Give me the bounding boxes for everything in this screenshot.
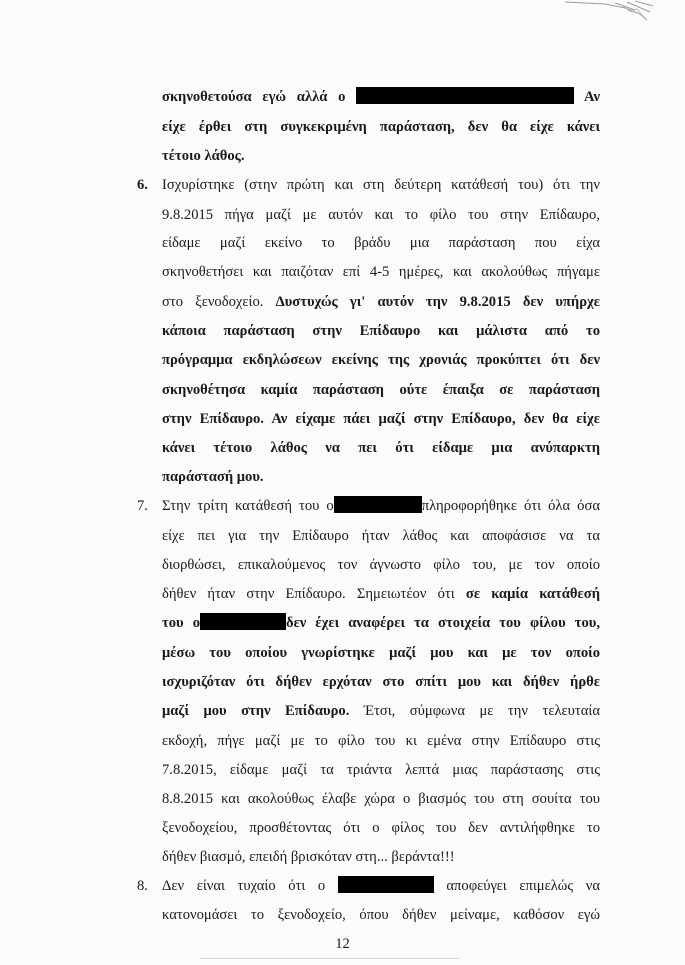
text-line: Στην τρίτη κατάθεσή του ο πληροφορήθηκε ότι όλα όσα [162,498,600,514]
text-line: 9.8.2015 πήγα μαζί με αυτόν και το φίλο του στην Επίδαυρο, [162,207,600,223]
text-line: είδαμε μαζί εκείνο το βράδυ μια παράσταση που είχα [162,235,600,251]
redaction-box [356,87,574,104]
redaction-box [334,496,422,513]
text-line: ξενοδοχείου, προσθέτοντας ότι ο φίλος του δεν αντιλήφθηκε το [162,820,600,836]
list-number: 8. [137,878,148,894]
text-line: δήθεν βιασμό, επειδή βρισκόταν στη... βεράντα!!! [162,849,455,865]
text-line: σκηνοθετήσει και παιζόταν επί 4-5 ημέρες, και ακολούθως πήγαμε [162,264,600,280]
text-line: κάνει τέτοιο λάθος να πει ότι είδαμε μια ανύπαρκτη [162,440,600,456]
text-line: εκδοχή, πήγε μαζί με το φίλο του κι εμένα στην Επίδαυρο στις [162,733,600,749]
text-line: μαζί μου στην Επίδαυρο. Έτσι, σύμφωνα με την τελευταία [162,703,600,719]
text-line: είχε έρθει στη συγκεκριμένη παράσταση, δεν θα είχε κάνει [162,119,600,135]
text-line: 8.8.2015 και ακολούθως έλαβε χώρα ο βιασμός του στη σουίτα του [162,791,600,807]
text-line: παράστασή μου. [162,469,264,485]
text-line: ισχυριζόταν ότι δήθεν ερχόταν στο σπίτι μου και δήθεν ήρθε [162,674,600,690]
redaction-box [338,876,434,893]
text-line: σκηνοθέτησα καμία παράσταση ούτε έπαιξα σε παράσταση [162,382,600,398]
text-line: τέτοιο λάθος. [162,148,245,164]
text-line: Δεν είναι τυχαίο ότι ο αποφεύγει επιμελώς να [162,878,600,894]
text-line: είχε πει για την Επίδαυρο ήταν λάθος και αποφάσισε να τα [162,528,600,544]
page-number: 12 [335,936,350,952]
text-line: στην Επίδαυρο. Αν είχαμε πάει μαζί στην Επίδαυρο, δεν θα είχε [162,411,600,427]
scan-artifact-line [200,958,460,959]
text-line: δήθεν ήταν στην Επίδαυρο. Σημειωτέον ότι σε καμία κατάθεσή [162,586,600,602]
text-line: κάποια παράσταση στην Επίδαυρο και μάλιστα από το [162,323,600,339]
text-line: 7.8.2015, είδαμε μαζί τα τριάντα λεπτά μιας παράστασης στις [162,762,600,778]
text-line: πρόγραμμα εκδηλώσεων εκείνης της χρονιάς προκύπτει ότι δεν [162,352,600,368]
text-line: στο ξενοδοχείο. Δυστυχώς γι' αυτόν την 9.8.2015 δεν υπήρχε [162,294,600,310]
text-line: μέσω του οποίου γνωρίστηκε μαζί μου και με τον οποίο [162,645,600,661]
text-line: σκηνοθετούσα εγώ αλλά ο Αν [162,89,600,105]
text-line: διορθώσει, επικαλούμενος τον άγνωστο φίλο του, με τον οποίο [162,557,600,573]
text-line: του ο δεν έχει αναφέρει τα στοιχεία του φίλου του, [162,615,600,631]
redaction-box [200,613,286,630]
list-number: 6. [137,177,148,193]
text-line: κατονομάσει το ξενοδοχείο, όπου δήθεν μείναμε, καθόσον εγώ [162,907,600,923]
corner-stamp-mark [565,0,655,22]
list-number: 7. [137,498,148,514]
text-line: Ισχυρίστηκε (στην πρώτη και στη δεύτερη κατάθεσή του) ότι την [162,177,600,193]
